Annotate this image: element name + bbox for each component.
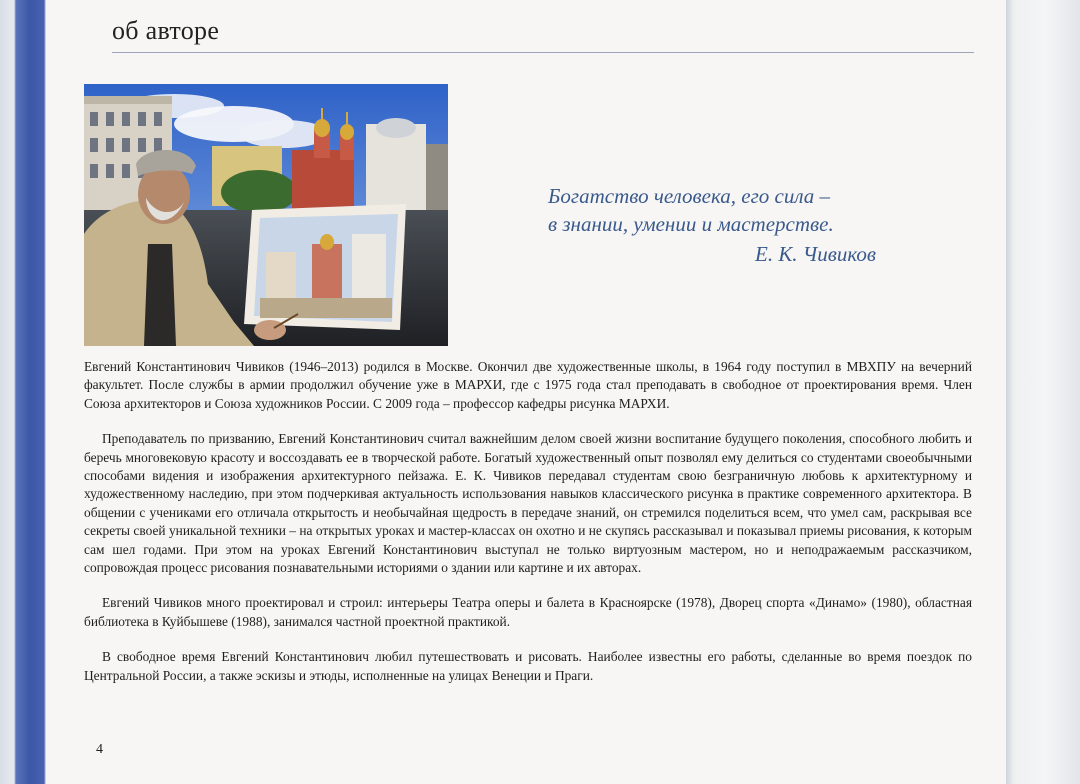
book-binding	[0, 0, 46, 784]
paragraph: Преподаватель по призванию, Евгений Константинович считал важнейшим делом своей жизни воспитание будущего поколения, способного любить и беречь многовековую красоту и воссоздавать ее в творческой работе. Богатый художественный опыт позволял ему делиться со студентами своеобычными способами видения и изображения архитектурного пейзажа. Е. К. Чивиков передавал студентам свою безграничную любовь к архитектурному и художественному наследию, при этом подчеркивая актуальность использования навыков классического рисунка в практике современного архитектора. В общении с учениками его отличала открытость и необычайная щедрость в передаче знаний, он стремился поделиться всем, что умел сам, раскрывая все секреты своей уникальной техники – на открытых уроках и мастер-классах он охотно и не скупясь рассказывал и показывал приемы рисования, к которым сам шел годами. При этом на уроках Евгений Константинович выступал не только виртуозным мастером, но и неподражаемым рассказчиком, сопровождая процесс рисования познавательными историями о здании или картине и их авторах.	[84, 431, 972, 576]
paragraph: Евгений Чивиков много проектировал и строил: интерьеры Театра оперы и балета в Красноярске (1978), Дворец спорта «Динамо» (1980), областная библиотека в Куйбышеве (1988), занимался частной проектной практикой.	[84, 595, 972, 629]
biography-text	[84, 358, 972, 702]
epigraph-quote	[548, 182, 888, 268]
quote-line-1: Богатство человека, его сила –	[548, 184, 831, 208]
page-number: 4	[96, 742, 103, 757]
author-photo	[84, 84, 448, 346]
quote-line-2: в знании, умении и мастерстве.	[548, 212, 834, 236]
page-edge	[1006, 0, 1080, 784]
paragraph: В свободное время Евгений Константинович любил путешествовать и рисовать. Наиболее известны его работы, сделанные во время поездок по Центральной России, а также эскизы и этюды, исполненные на улицах Венеции и Праги.	[84, 649, 972, 683]
header-divider	[112, 52, 974, 53]
paragraph: Евгений Константинович Чивиков (1946–2013) родился в Москве. Окончил две художественные школы, в 1964 году поступил в МВХПУ на вечерний факультет. После службы в армии продолжил обучение уже в МАРХИ, где с 1975 года стал преподавать в свободное от проектирования время. Член Союза архитекторов и Союза художников России. С 2009 года – профессор кафедры рисунка МАРХИ.	[84, 359, 972, 411]
quote-author: Е. К. Чивиков	[755, 242, 876, 266]
section-title: об авторе	[112, 16, 220, 45]
